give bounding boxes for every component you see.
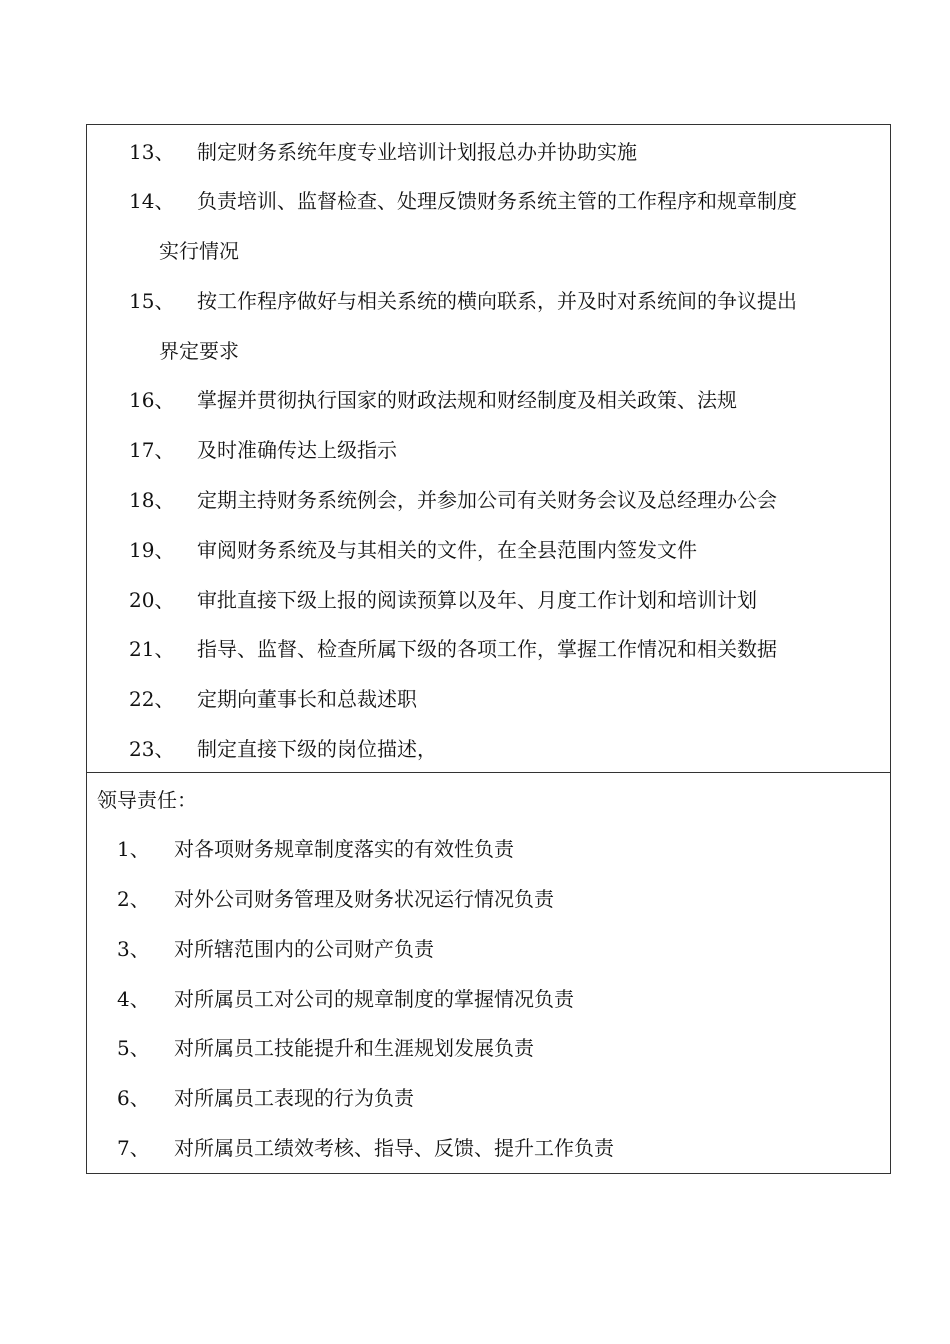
item-text: 按工作程序做好与相关系统的横向联系，并及时对系统间的争议提出 [197, 289, 797, 313]
item-text: 审阅财务系统及与其相关的文件，在全县范围内签发文件 [197, 538, 697, 562]
item-number: 5、 [117, 1036, 150, 1060]
item-number: 6、 [117, 1086, 150, 1110]
item-text: 对各项财务规章制度落实的有效性负责 [174, 837, 514, 861]
item-text: 对所属员工绩效考核、指导、反馈、提升工作负责 [174, 1136, 614, 1160]
item-number: 19、 [129, 538, 175, 562]
section-heading: 领导责任： [97, 788, 197, 812]
item-number: 4、 [117, 987, 150, 1011]
item-number: 13、 [129, 140, 175, 164]
item-text: 及时准确传达上级指示 [197, 438, 397, 462]
item-number: 7、 [117, 1136, 150, 1160]
item-number: 22、 [129, 687, 175, 711]
item-number: 18、 [129, 488, 175, 512]
item-number: 17、 [129, 438, 175, 462]
item-text: 对所属员工表现的行为负责 [174, 1086, 414, 1110]
item-text: 对所属员工对公司的规章制度的掌握情况负责 [174, 987, 574, 1011]
item-text: 掌握并贯彻执行国家的财政法规和财经制度及相关政策、法规 [197, 388, 737, 412]
duties-section [87, 125, 890, 773]
item-text: 制定直接下级的岗位描述， [197, 737, 437, 761]
item-text: 对外公司财务管理及财务状况运行情况负责 [174, 887, 554, 911]
item-text: 定期主持财务系统例会，并参加公司有关财务会议及总经理办公会 [197, 488, 777, 512]
item-text: 定期向董事长和总裁述职 [197, 687, 417, 711]
responsibility-table [86, 124, 891, 1174]
item-number: 3、 [117, 937, 150, 961]
item-number: 16、 [129, 388, 175, 412]
item-text: 对所辖范围内的公司财产负责 [174, 937, 434, 961]
item-text: 对所属员工技能提升和生涯规划发展负责 [174, 1036, 534, 1060]
item-number: 21、 [129, 637, 175, 661]
item-number: 23、 [129, 737, 175, 761]
item-number: 20、 [129, 588, 175, 612]
item-text: 制定财务系统年度专业培训计划报总办并协助实施 [197, 140, 637, 164]
item-text: 负责培训、监督检查、处理反馈财务系统主管的工作程序和规章制度 [197, 189, 797, 213]
leadership-section [87, 773, 890, 1173]
item-number: 14、 [129, 189, 175, 213]
item-number: 2、 [117, 887, 150, 911]
item-text-continued: 实行情况 [159, 239, 239, 263]
item-text-continued: 界定要求 [159, 339, 239, 363]
item-text: 指导、监督、检查所属下级的各项工作，掌握工作情况和相关数据 [197, 637, 777, 661]
item-text: 审批直接下级上报的阅读预算以及年、月度工作计划和培训计划 [197, 588, 757, 612]
item-number: 15、 [129, 289, 175, 313]
item-number: 1、 [117, 837, 150, 861]
